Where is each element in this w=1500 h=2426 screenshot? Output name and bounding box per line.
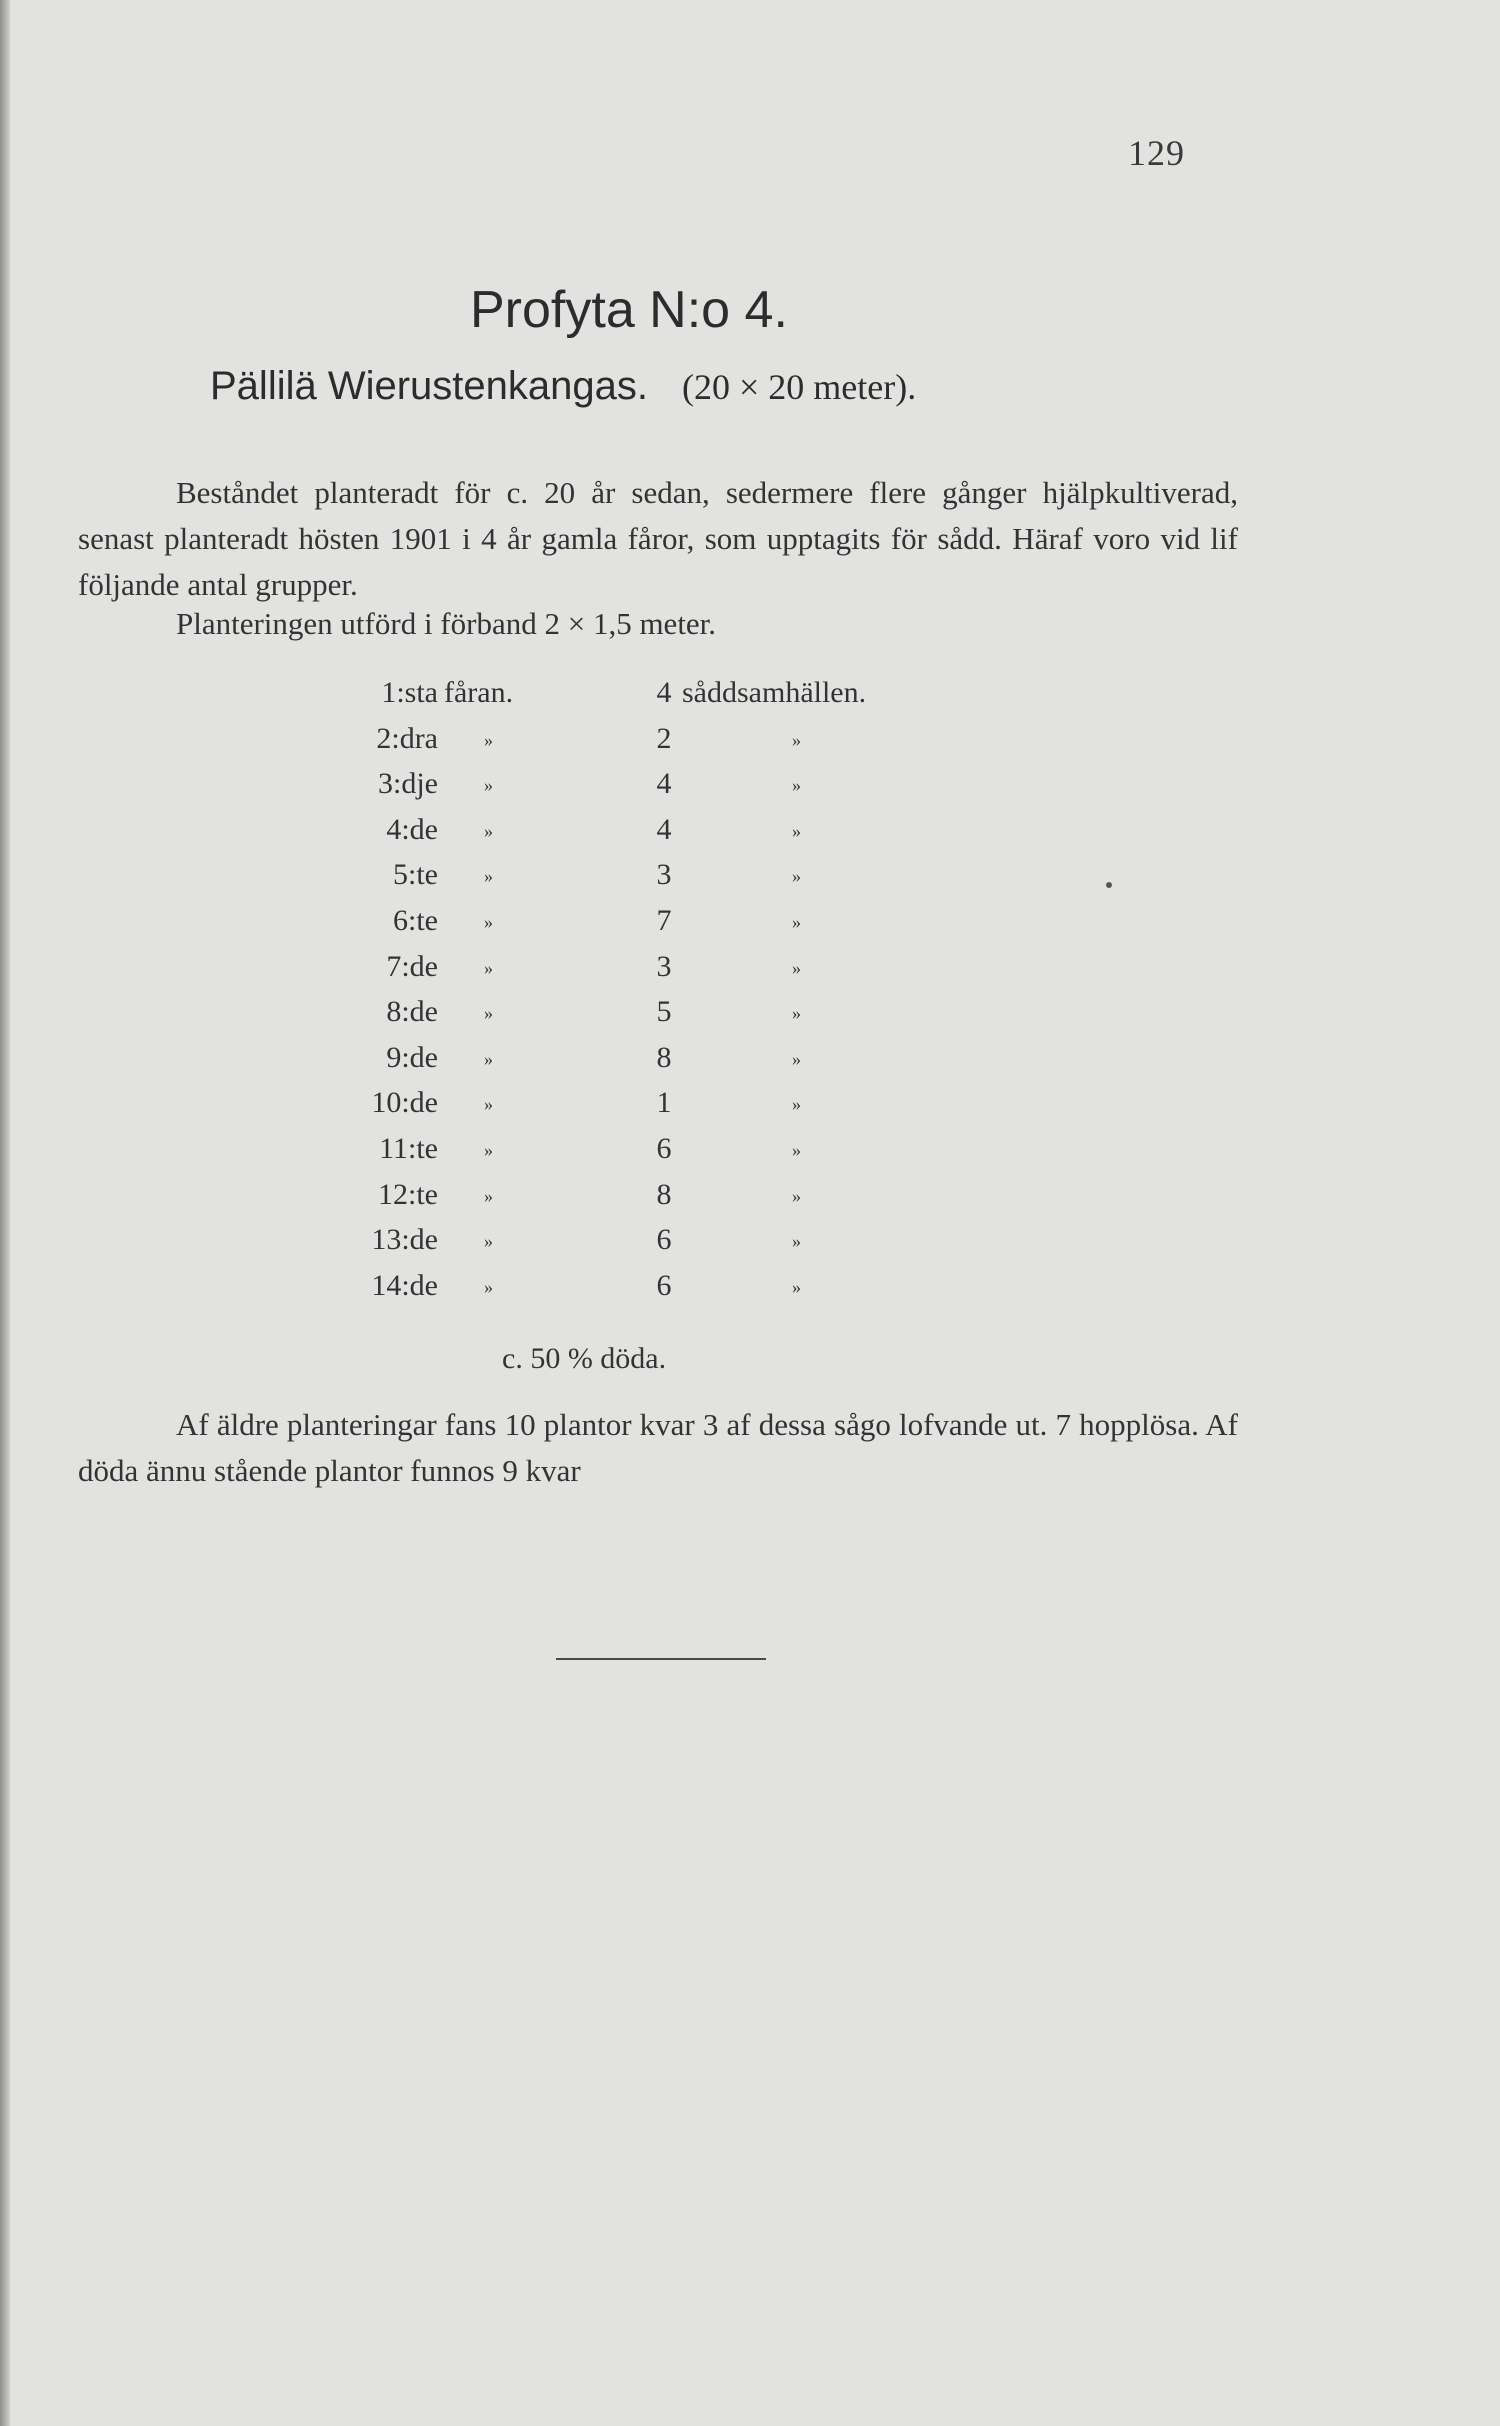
- row-furrow: »: [484, 820, 493, 841]
- row-furrow: »: [484, 1094, 493, 1115]
- row-ordinal: 11:te: [379, 1131, 438, 1165]
- subtitle-place: Pällilä Wierustenkangas.: [210, 364, 648, 408]
- page-number: 129: [1128, 133, 1185, 173]
- row-count: 8: [656, 1177, 672, 1211]
- row-unit: »: [792, 1185, 801, 1206]
- row-unit: »: [792, 1003, 801, 1024]
- row-unit: »: [792, 1048, 801, 1069]
- older-plantings-paragraph: Af äldre planteringar fans 10 plantor kvar 3 af dessa sågo lofvande ut. 7 hopplösa. Af döda ännu stående plantor funnos 9 kvar: [78, 1407, 1238, 1488]
- row-furrow: »: [484, 775, 493, 796]
- row-unit: »: [792, 1139, 801, 1160]
- row-ordinal: 14:de: [371, 1268, 438, 1302]
- row-unit: »: [792, 911, 801, 932]
- row-ordinal: 1:sta: [381, 676, 438, 709]
- row-furrow: »: [484, 1231, 493, 1252]
- row-furrow: »: [484, 866, 493, 887]
- row-unit: »: [792, 1231, 801, 1252]
- row-count: 1: [656, 1086, 672, 1120]
- subtitle-dimensions: (20 × 20 meter).: [682, 367, 917, 407]
- row-ordinal: 7:de: [386, 949, 438, 983]
- row-count: 6: [656, 1131, 672, 1165]
- row-ordinal: 10:de: [371, 1086, 438, 1120]
- row-ordinal: 12:te: [378, 1177, 438, 1211]
- row-furrow: »: [484, 911, 493, 932]
- row-count: 4: [656, 812, 672, 846]
- row-unit: »: [792, 957, 801, 978]
- row-count: 6: [656, 1268, 672, 1302]
- row-unit: »: [792, 866, 801, 887]
- row-unit: såddsamhällen.: [682, 676, 867, 709]
- row-count: 5: [656, 995, 672, 1029]
- row-furrow: »: [484, 1003, 493, 1024]
- row-unit: »: [792, 1276, 801, 1297]
- row-count: 2: [656, 721, 672, 755]
- row-ordinal: 6:te: [393, 903, 438, 937]
- section-rule: [556, 1658, 766, 1660]
- row-count: 6: [656, 1223, 672, 1257]
- row-unit: »: [792, 775, 801, 796]
- row-count: 4: [656, 676, 672, 709]
- dead-note: c. 50 % döda.: [502, 1342, 667, 1375]
- row-furrow: »: [484, 729, 493, 750]
- row-unit: »: [792, 820, 801, 841]
- row-furrow: »: [484, 1276, 493, 1297]
- row-ordinal: 13:de: [371, 1223, 438, 1257]
- row-ordinal: 4:de: [386, 812, 438, 846]
- print-speck: [1106, 882, 1112, 888]
- row-count: 3: [656, 858, 672, 892]
- row-ordinal: 8:de: [386, 995, 438, 1029]
- row-furrow: fåran.: [444, 676, 514, 709]
- row-furrow: »: [484, 957, 493, 978]
- row-unit: »: [792, 1094, 801, 1115]
- intro-paragraph: Beståndet planteradt för c. 20 år sedan, sedermere flere gånger hjälpkultiverad, senast planteradt hösten 1901 i 4 år gamla fåror, som upptagits för sådd. Häraf voro vid lif följande antal grupper.: [78, 475, 1238, 602]
- row-furrow: »: [484, 1185, 493, 1206]
- page-title: Profyta N:o 4.: [470, 281, 788, 339]
- row-unit: »: [792, 729, 801, 750]
- subtitle: [210, 362, 916, 409]
- row-furrow: »: [484, 1048, 493, 1069]
- row-ordinal: 9:de: [386, 1040, 438, 1074]
- row-ordinal: 3:dje: [378, 767, 438, 801]
- planting-line: Planteringen utförd i förband 2 × 1,5 meter.: [176, 606, 717, 641]
- row-count: 7: [656, 903, 672, 937]
- row-count: 3: [656, 949, 672, 983]
- row-furrow: »: [484, 1139, 493, 1160]
- row-ordinal: 5:te: [393, 858, 438, 892]
- row-count: 4: [656, 767, 672, 801]
- page-edge: [0, 0, 10, 2426]
- row-ordinal: 2:dra: [376, 721, 438, 755]
- row-count: 8: [656, 1040, 672, 1074]
